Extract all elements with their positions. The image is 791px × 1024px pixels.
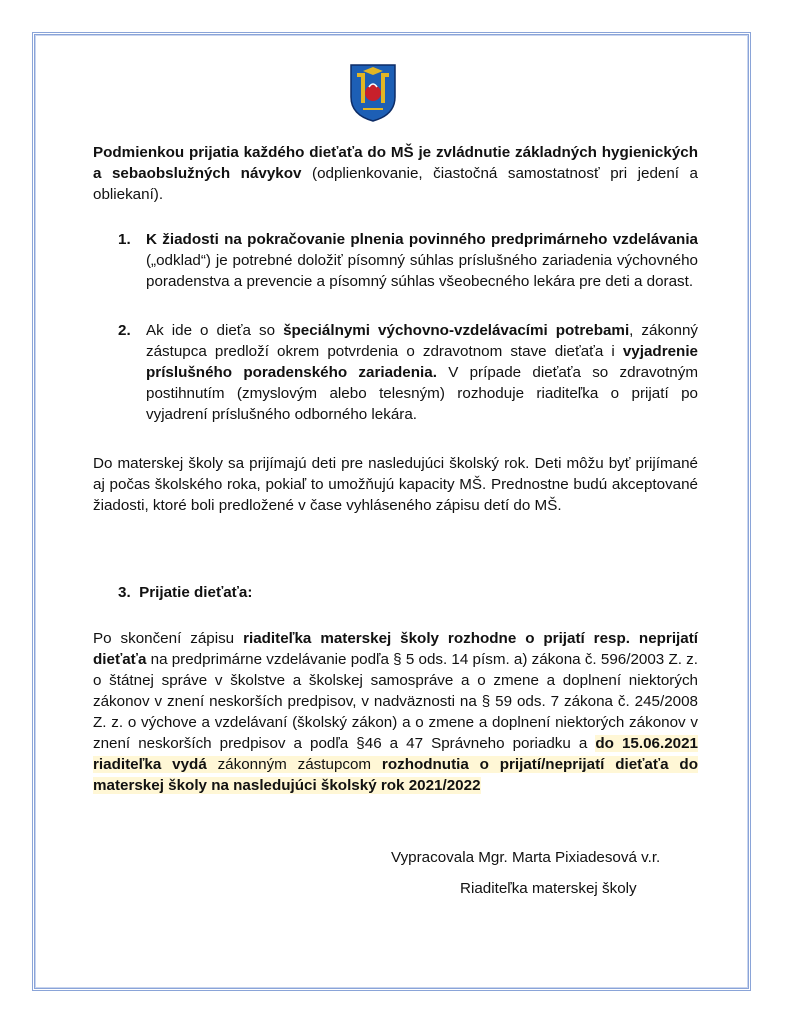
list-item-2-bold1: špeciálnymi výchovno-vzdelávacími potrebami	[283, 322, 630, 339]
decision-text3: zákonným zástupcom	[206, 756, 382, 773]
admission-condition-bold: Podmienkou prijatia každého dieťaťa do MŠ je zvládnutie základných hygienických a sebaobslužných návykov	[93, 144, 698, 182]
list-item-2-text3: V prípade dieťaťa so zdravotným postihnutím (zmyslovým alebo telesným) rozhoduje riaditeľka o prijatí po vyjadrení príslušného odborného lekára.	[146, 364, 698, 423]
list-item-2-text1: Ak ide o dieťa so	[146, 322, 284, 339]
decision-bold1: riaditeľka materskej školy rozhodne o prijatí resp. neprijatí dieťaťa	[93, 630, 698, 668]
coat-of-arms-logo	[349, 63, 397, 123]
list-item-1-rest: („odklad“) je potrebné doložiť písomný súhlas príslušného zariadenia výchovného poradenstva a prevencie a písomný súhlas všeobecného lekára pre deti a dorast.	[146, 252, 698, 290]
list-item-1-number: 1.	[118, 231, 131, 248]
director-title: Riaditeľka materskej školy	[460, 880, 637, 897]
list-item-1-bold: K žiadosti na pokračovanie plnenia povinného predprimárneho vzdelávania	[146, 231, 698, 248]
decision-outcome-highlight: rozhodnutia o prijatí/neprijatí dieťaťa do materskej školy na nasledujúci školský rok 2021/2022	[93, 756, 698, 794]
section-3-number: 3.	[118, 584, 131, 601]
section-3-label: Prijatie dieťaťa:	[139, 584, 253, 601]
list-item-2-text2: , zákonný zástupca predloží okrem potvrdenia o zdravotnom stave dieťaťa i	[146, 322, 698, 360]
list-item-2-bold2: vyjadrenie príslušného poradenského zariadenia.	[146, 343, 698, 381]
decision-deadline-highlight: do 15.06.2021 riaditeľka vydá	[93, 735, 698, 773]
enrollment-paragraph: Do materskej školy sa prijímajú deti pre nasledujúci školský rok. Deti môžu byť prijímané aj počas školského roka, pokiaľ to umožňujú kapacity MŠ. Prednostne budú akceptované žiadosti, ktoré boli predložené v čase vyhláseného zápisu detí do MŠ.	[93, 455, 698, 514]
list-item-2	[118, 320, 698, 425]
decision-text2: na predprimárne vzdelávanie podľa § 5 ods. 14 písm. a) zákona č. 596/2003 Z. z. o štátnej správe v školstve a školskej samospráve a o zmene a doplnení niektorých zákonov v znení neskorších predpisov, v nadväznosti na § 59 ods. 7 zákona č. 245/2008 Z. z. o výchove a vzdelávaní (školský zákon) a o zmene a doplnení niektorých zákonov v znení neskorších predpisov a podľa §46 a 47 Správneho poriadku a	[93, 651, 698, 752]
decision-text1: Po skončení zápisu	[93, 630, 244, 647]
list-item-1	[118, 229, 698, 292]
section-3-heading	[118, 582, 518, 603]
decision-paragraph	[93, 628, 698, 796]
admission-condition-rest: (odplienkovanie, čiastočná samostatnosť pri jedení a obliekaní).	[93, 165, 698, 203]
list-item-2-number: 2.	[118, 322, 131, 339]
admission-condition-paragraph	[93, 142, 698, 205]
prepared-by-signature: Vypracovala Mgr. Marta Pixiadesová v.r.	[391, 849, 661, 866]
